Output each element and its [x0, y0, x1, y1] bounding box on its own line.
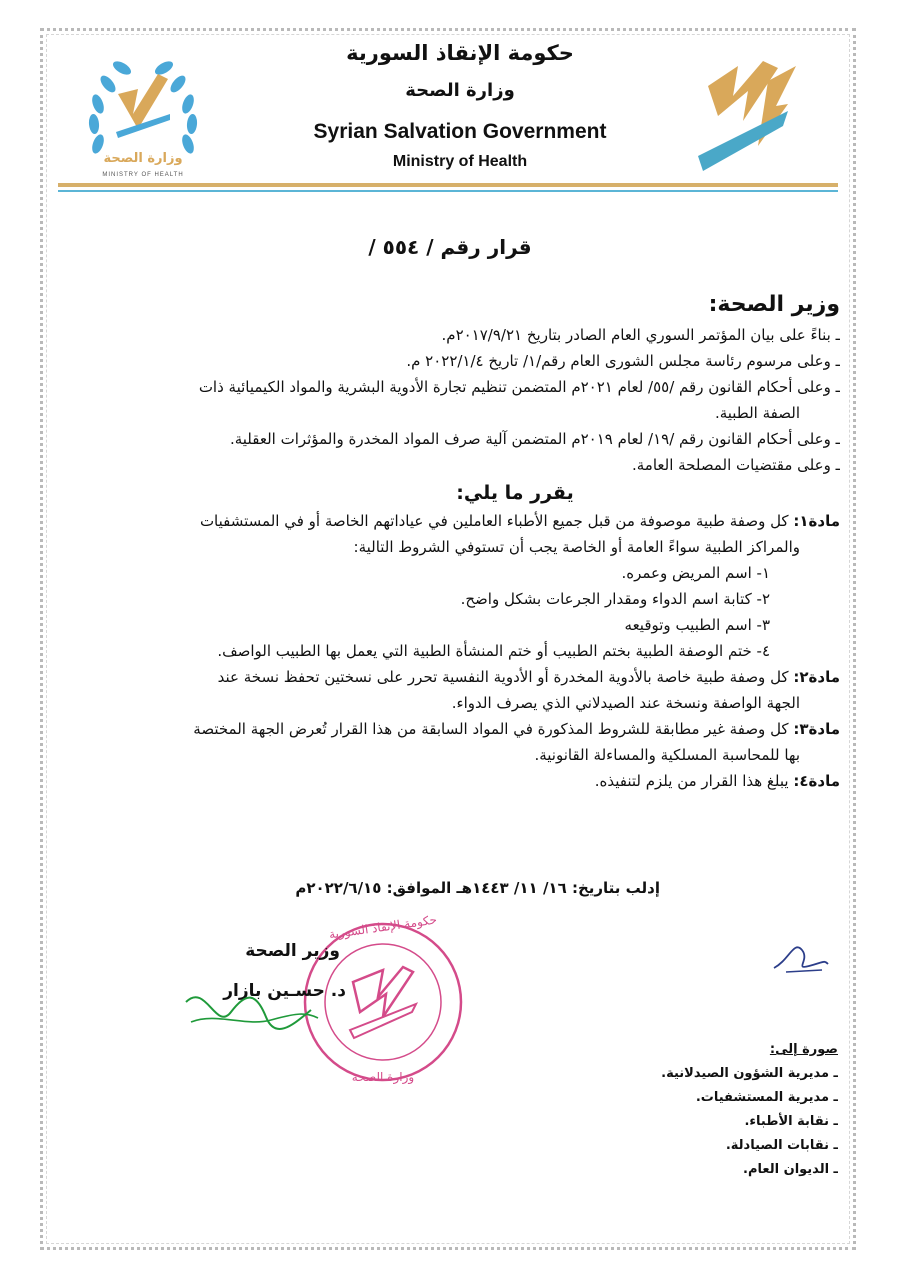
syria-emblem-logo	[678, 46, 818, 186]
copy-recipient: ـ نقابات الصيادلة.	[725, 1138, 838, 1153]
decides-heading: يقرر ما يلي:	[456, 482, 574, 504]
ministry-logo-name-en: MINISTRY OF HEALTH	[102, 172, 184, 178]
ministry-name-en: Ministry of Health	[392, 153, 528, 170]
gov-name-en: Syrian Salvation Government	[313, 120, 607, 143]
article-label: مادة٣:	[793, 720, 840, 738]
copy-recipient: ـ نقابة الأطباء.	[744, 1114, 838, 1129]
copy-recipient: ـ مديرية المستشفيات.	[695, 1090, 838, 1105]
article-4	[70, 768, 840, 794]
condition-item: ٤- ختم الوصفة الطبية بختم الطبيب أو ختم المنشأة الطبية التي يعمل بها الطبيب الواصف.	[217, 642, 770, 660]
decree-number: قرار رقم / ٥٥٤ /	[368, 235, 532, 259]
letterhead	[260, 38, 660, 174]
minister-title: وزير الصحة:	[708, 292, 840, 317]
article-text: يبلغ هذا القرار من يلزم لتنفيذه.	[594, 772, 789, 790]
article-1	[70, 508, 840, 534]
article-text: الجهة الواصفة ونسخة عند الصيدلاني الذي يصرف الدواء.	[451, 694, 800, 712]
condition-item: ٣- اسم الطبيب وتوقيعه	[624, 616, 770, 634]
copies-list	[600, 1038, 838, 1182]
header-divider-gold	[58, 183, 838, 187]
preamble-line: ـ وعلى أحكام القانون رقم /١٩/ لعام ٢٠١٩م المتضمن آلية صرف المواد المخدرة والمؤثرات العقلية.	[229, 430, 840, 448]
article-label: مادة٢:	[793, 668, 840, 686]
copy-recipient: ـ مديرية الشؤون الصيدلانية.	[661, 1066, 838, 1081]
article-text: كل وصفة طبية خاصة بالأدوية المخدرة أو الأدوية النفسية تحرر على نسختين تحفظ نسخة عند	[217, 668, 789, 686]
signatory-name: د. حسـين بازار	[223, 981, 346, 1001]
preamble-line: الصفة الطبية.	[714, 404, 800, 422]
handwritten-signature	[176, 972, 326, 1042]
preamble-line: ـ وعلى أحكام القانون رقم /٥٥/ لعام ٢٠٢١م المتضمن تنظيم تجارة الأدوية البشرية والمواد الكيميائية ذات	[198, 378, 840, 396]
preamble-line: ـ وعلى مقتضيات المصلحة العامة.	[631, 456, 840, 474]
preamble-line: ـ بناءً على بيان المؤتمر السوري العام الصادر بتاريخ ٢٠١٧/٩/٢١م.	[441, 326, 840, 344]
article-text: كل وصفة طبية موصوفة من قبل جميع الأطباء العاملين في عياداتهم الخاصة أو في المستشفيات	[199, 512, 789, 530]
gov-name-ar: حكومة الإنقاذ السورية	[346, 41, 574, 65]
header-divider-blue	[58, 190, 838, 192]
issue-date: إدلب بتاريخ: ١٦/ ١١/ ١٤٤٣هـ الموافق: ٢٠٢٢/٦/١٥م	[295, 879, 660, 897]
copy-recipient: ـ الديوان العام.	[743, 1162, 838, 1177]
article-text: والمراكز الطبية سواءً العامة أو الخاصة يجب أن تستوفي الشروط التالية:	[353, 538, 800, 556]
article-label: مادة١:	[793, 512, 840, 530]
condition-item: ١- اسم المريض وعمره.	[621, 564, 770, 582]
condition-item: ٢- كتابة اسم الدواء ومقدار الجرعات بشكل واضح.	[460, 590, 770, 608]
article-3	[70, 716, 840, 742]
article-text: كل وصفة غير مطابقة للشروط المذكورة في المواد السابقة من هذا القرار تُعرض الجهة المختصة	[193, 720, 789, 738]
stamp-text-top: حكومة الإنقاذ السورية	[328, 912, 438, 942]
article-text: بها للمحاسبة المسلكية والمساءلة القانونية.	[534, 746, 800, 764]
copies-title: صورة إلى:	[769, 1042, 838, 1057]
stamp-text-bottom: وزارة الصحة	[351, 1070, 415, 1084]
document-body	[70, 288, 840, 794]
article-label: مادة٤:	[793, 772, 840, 790]
preamble-line: ـ وعلى مرسوم رئاسة مجلس الشورى العام رقم/١/ تاريخ ٢٠٢٢/١/٤ م.	[406, 352, 840, 370]
article-2	[70, 664, 840, 690]
signatory-title: وزير الصحة	[245, 941, 340, 961]
initial-signature	[764, 930, 834, 980]
ministry-name-ar: وزارة الصحة	[405, 80, 515, 101]
ministry-logo-name-ar: وزارة الصحة	[103, 151, 183, 166]
